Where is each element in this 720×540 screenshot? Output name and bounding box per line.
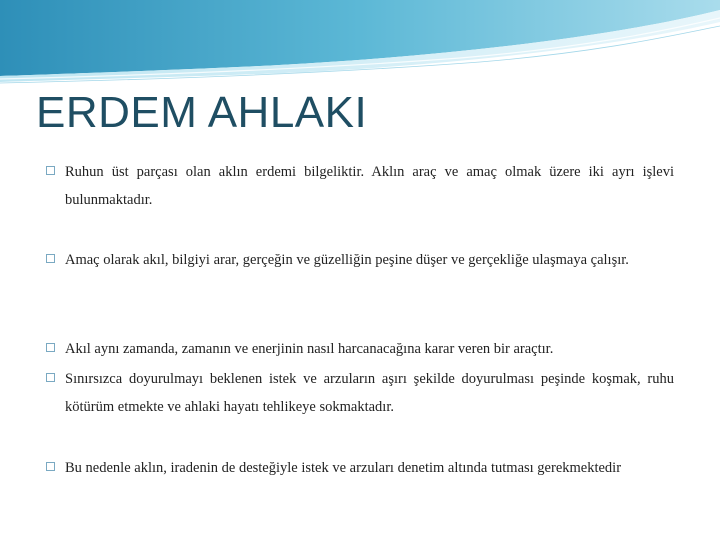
bullet-item [46, 365, 674, 421]
slide-title: ERDEM AHLAKI [36, 88, 368, 137]
square-bullet-icon [46, 166, 55, 175]
square-bullet-icon [46, 462, 55, 471]
square-bullet-icon [46, 254, 55, 263]
bullet-text: Sınırsızca doyurulmayı beklenen istek ve arzuların aşırı şekilde doyurulması peşinde koşmak, ruhu kötürüm etmekte ve ahlaki hayatı tehlikeye sokmaktadır. [65, 371, 674, 415]
bullet-item [46, 158, 674, 214]
bullet-text: Amaç olarak akıl, bilgiyi arar, gerçeğin ve güzelliğin peşine düşer ve gerçekliğe ulaşmaya çalışır. [65, 252, 629, 268]
header-wave-decoration [0, 0, 720, 95]
bullet-text: Ruhun üst parçası olan aklın erdemi bilgeliktir. Aklın araç ve amaç olmak üzere iki ayrı işlevi bulunmaktadır. [65, 164, 674, 208]
bullet-text: Bu nedenle aklın, iradenin de desteğiyle istek ve arzuları denetim altında tutması gerekmektedir [65, 460, 622, 476]
bullet-text: Akıl aynı zamanda, zamanın ve enerjinin nasıl harcanacağına karar veren bir araçtır. [65, 341, 554, 357]
square-bullet-icon [46, 343, 55, 352]
square-bullet-icon [46, 373, 55, 382]
bullet-item [46, 454, 674, 482]
bullet-item [46, 335, 674, 363]
bullet-item [46, 246, 674, 274]
